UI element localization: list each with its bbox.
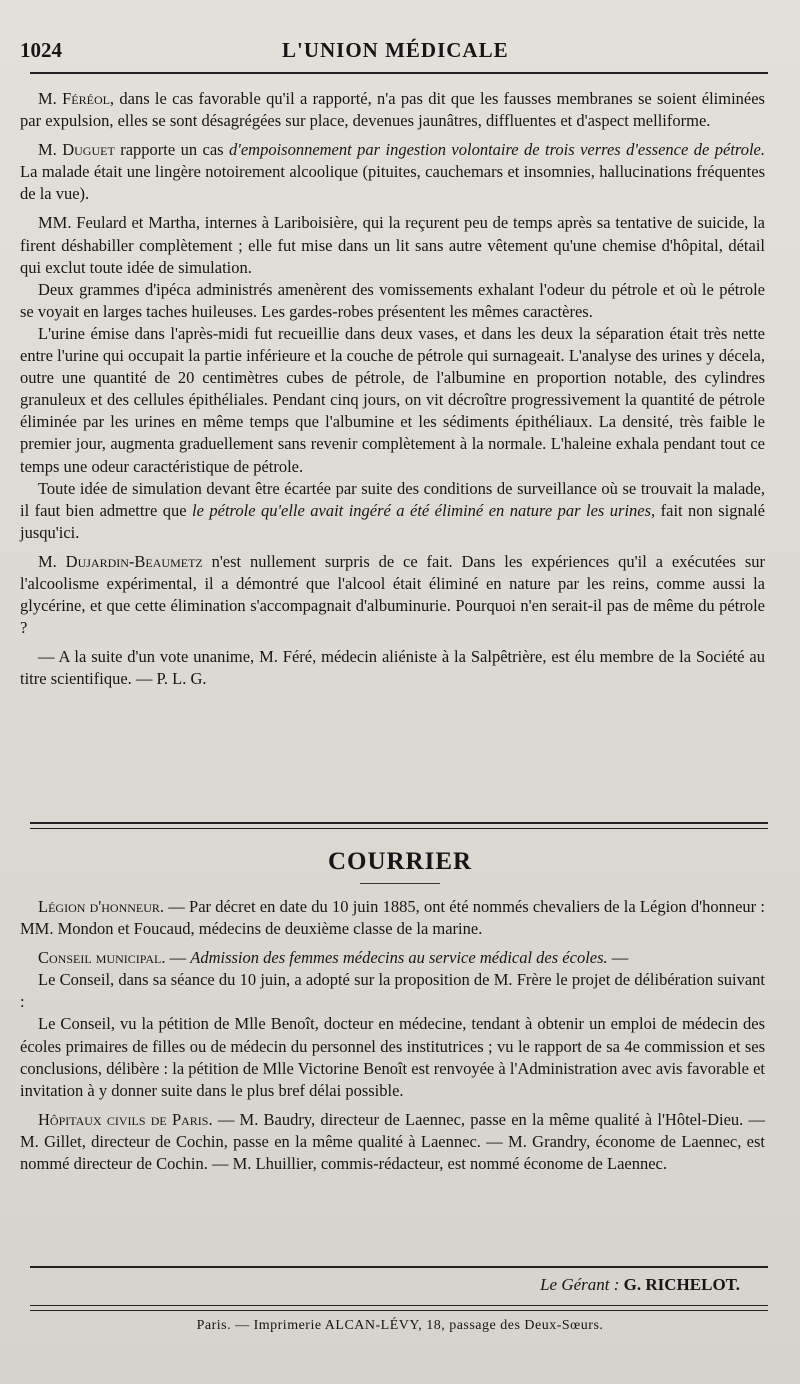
courrier-section: [20, 896, 765, 1175]
section-title: COURRIER: [327, 848, 473, 875]
rubric-lead: Hôpitaux civils de Paris.: [38, 1109, 213, 1129]
signature-name: G. RICHELOT.: [623, 1275, 740, 1294]
imprint-rule-thin: [30, 1310, 768, 1311]
paragraph-dujardin: [20, 551, 765, 639]
paragraph-ipeca: [20, 279, 765, 323]
session-report: [20, 88, 765, 690]
paragraph-petition: [20, 1013, 765, 1101]
speaker-name: M. Dujardin-Beaumetz: [38, 551, 203, 571]
page-number: 1024: [20, 38, 62, 62]
paragraph-text: — A la suite d'un vote unanime, M. Féré, médecin aliéniste à la Salpêtrière, est élu membre de la Société au titre scientifique. — P. L. G.: [20, 647, 765, 689]
paragraph-hopitaux: [20, 1109, 765, 1175]
paragraph-simulation: [20, 478, 765, 544]
paragraph-text: La malade était une lingère notoirement alcoolique (pituites, cauchemars et insomnies, hallucinations fréquentes de la vue).: [20, 162, 765, 204]
paragraph-text: Le Conseil, vu la pétition de Mlle Benoît, docteur en médecine, tendant à obtenir un emploi de médecin des écoles primaires de filles ou de médecin du personnel des institutrices ; vu le rapport de sa 4e commission et ses conclusions, délibère : la pétition de Mlle Victorine Benoît est renvoyée à l'Administration avec avis favorable et invitation à y donner suite dans le plus bref délai possible.: [20, 1014, 765, 1100]
paragraph-text: dans le cas favorable qu'il a rapporté, n'a pas dit que les fausses membranes se soient éliminées par expulsion, elles se sont désagrégées sur place, devenues jaunâtres, diffluentes et d'aspect melliforme.: [20, 89, 765, 131]
signature: [540, 1275, 740, 1295]
imprint-rule: [30, 1305, 768, 1306]
paragraph-text: MM. Feulard et Martha, internes à Lariboisière, qui la reçurent peu de temps après sa tentative de suicide, la firent déshabiller complètement ; elle fut mise dans un lit sans autre vêtement qu'une chemise d'hôpital, détail qui exclut toute idée de simulation.: [20, 213, 765, 277]
emphasis-text: le pétrole qu'elle avait ingéré a été éliminé en nature par les urines,: [192, 500, 656, 520]
paragraph-text: — M. Baudry, directeur de Laennec, passe en la même qualité à l'Hôtel-Dieu. — M. Gillet, directeur de Cochin, passe en la même qualité à Laennec. — M. Grandry, économe de Laennec, est nommé directeur de Cochin. — M. Lhuillier, commis-rédacteur, est nommé économe de Laennec.: [20, 1109, 765, 1174]
page-header: [0, 34, 800, 66]
section-rule-thin: [30, 828, 768, 829]
paragraph-text: Deux grammes d'ipéca administrés amenèrent des vomissements exhalant l'odeur du pétrole et où le pétrole se voyait en larges taches huileuses. Les gardes-robes présentent les mêmes caractères.: [20, 279, 765, 321]
header-rule: [30, 72, 768, 74]
paragraph-text: Le Conseil, dans sa séance du 10 juin, a adopté sur la proposition de M. Frère le projet de délibération suivant :: [20, 970, 765, 1012]
paragraph-seance: [20, 969, 765, 1013]
printer-imprint: Paris. — Imprimerie ALCAN-LÉVY, 18, passage des Deux-Sœurs.: [196, 1318, 604, 1333]
rubric-lead: Conseil municipal.: [38, 948, 166, 968]
speaker-name: M. Duguet: [38, 140, 115, 160]
paragraph-conseil: [20, 947, 765, 969]
footer-rule: [30, 1266, 768, 1268]
signature-label: Le Gérant :: [540, 1275, 620, 1294]
paragraph-fereol: [20, 88, 765, 132]
paragraph-text: fait non signalé jusqu'ici.: [20, 500, 765, 542]
paragraph-text: Toute idée de simulation devant être écartée par suite des conditions de surveillance où se trouvait la malade, il faut bien admettre que: [20, 478, 765, 520]
paragraph-legion: [20, 896, 765, 940]
section-rule: [30, 822, 768, 824]
paragraph-text: — Par décret en date du 10 juin 1885, ont été nommés chevaliers de la Légion d'honneur : MM. Mondon et Foucaud, médecins de deuxième classe de la marine.: [20, 897, 765, 939]
paragraph-text: n'est nullement surpris de ce fait. Dans les expériences qu'il a exécutées sur l'alcoolisme expérimental, il a démontré que l'alcool était éliminé en nature par les reins, comme aussi la glycérine, et que cette élimination s'accompagnait d'albuminurie. Pourquoi n'en serait-il pas de même du pétrole ?: [20, 551, 765, 638]
emphasis-text: Admission des femmes médecins au service médical des écoles.: [190, 948, 608, 968]
running-title: L'UNION MÉDICALE: [282, 38, 509, 62]
speaker-name: M. Féréol,: [38, 89, 115, 108]
paragraph-vote: [20, 646, 765, 690]
paragraph-internes: [20, 212, 765, 278]
emphasis-text: d'empoisonnement par ingestion volontaire de trois verres d'essence de pétrole.: [229, 140, 765, 160]
paragraph-text: —: [165, 948, 191, 968]
rubric-lead: Légion d'honneur.: [38, 897, 165, 916]
paragraph-text: —: [607, 948, 629, 968]
paragraph-duguet: [20, 139, 765, 205]
paragraph-urine: [20, 323, 765, 478]
paragraph-text: rapporte un cas: [114, 140, 230, 160]
section-title-underline: [360, 883, 440, 884]
paragraph-text: L'urine émise dans l'après-midi fut recueillie dans deux vases, et dans les deux la séparation était très nette entre l'urine qui occupait la partie inférieure et la couche de pétrole qui surnageait. L'analyse des urines y décela, outre une quantité de 20 centimètres cubes de pétrole, de l'albumine en proportion notable, des cylindres granuleux et des cellules épithéliales. Pendant cinq jours, on vit décroître progressivement la quantité de pétrole éliminée par les urines en même temps que l'albumine et les sédiments épithéliaux. La densité, très faible le premier jour, augmenta graduellement sans revenir complètement à la normale. L'haleine exhala pendant tout ce temps une odeur caractéristique de pétrole.: [20, 323, 765, 476]
